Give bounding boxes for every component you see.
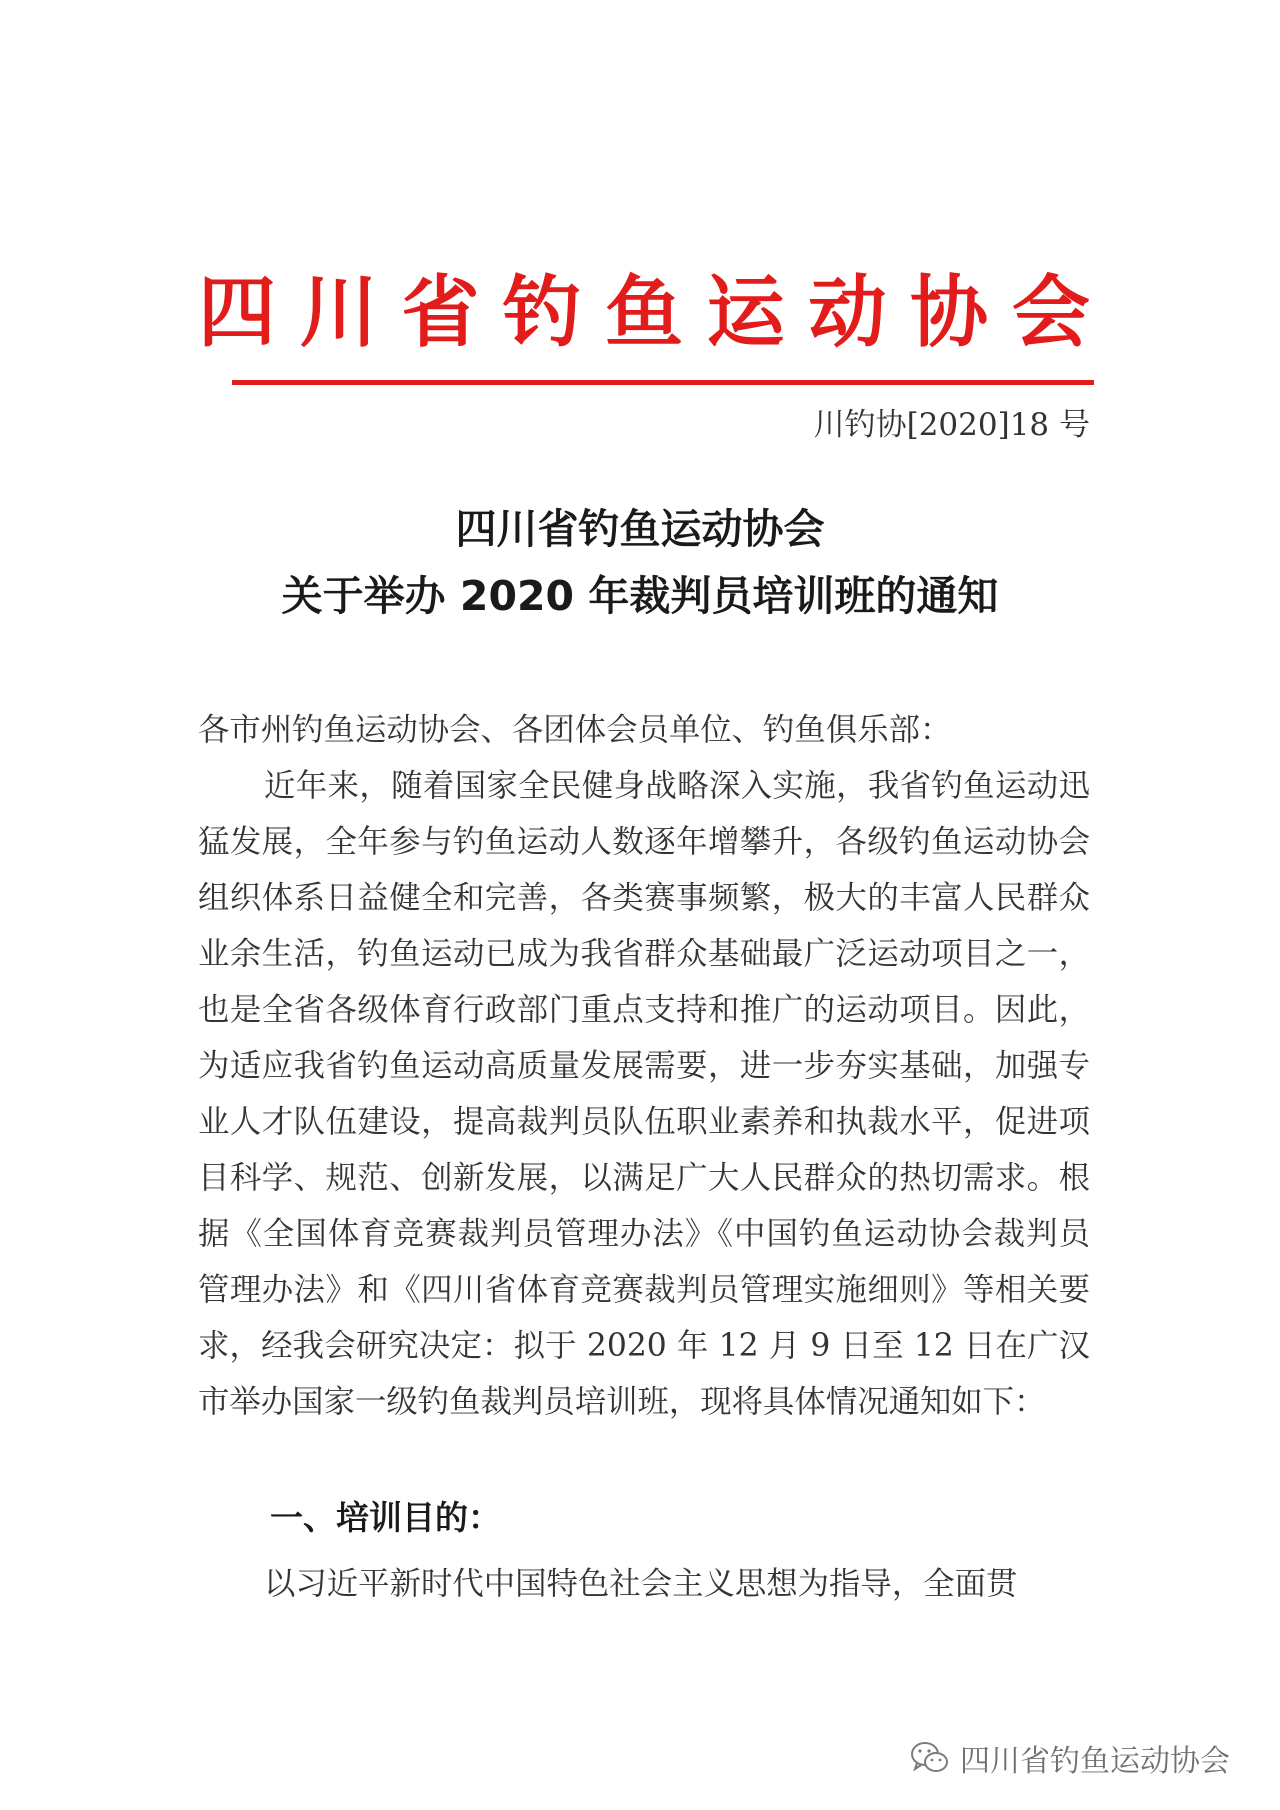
document-title-line-2: 关于举办 2020 年裁判员培训班的通知 (281, 572, 999, 620)
salutation: 各市州钓鱼运动协会、各团体会员单位、钓鱼俱乐部： (198, 712, 952, 748)
section-heading: 一、培训目的： (270, 1498, 501, 1537)
letterhead-char: 鱼 (604, 268, 683, 358)
source-watermark (910, 1736, 1230, 1780)
body-paragraph: 近年来，随着国家全民健身战略深入实施，我省钓鱼运动迅猛发展，全年参与钓鱼运动人数逐年增攀升，各级钓鱼运动协会组织体系日益健全和完善，各类赛事频繁，极大的丰富人民群众业余生活，钓鱼运动已成为我省群众基础最广泛运动项目之一，也是全省各级体育行政部门重点支持和推广的运动项目。因此，为适应我省钓鱼运动高质量发展需要，进一步夯实基础，加强专业人才队伍建设，提高裁判员队伍职业素养和执裁水平，促进项目科学、规范、创新发展，以满足广大人民群众的热切需求。根据《全国体育竞赛裁判员管理办法》《中国钓鱼运动协会裁判员管理办法》和《四川省体育竞赛裁判员管理实施细则》等相关要求，经我会研究决定：拟于 2020 年 12 月 9 日至 12 日在广汉市举办国家一级钓鱼裁判员培训班，现将具体情况通知如下： (198, 768, 1090, 1420)
document-title-line-1: 四川省钓鱼运动协会 (455, 505, 825, 553)
letterhead-char: 钓 (503, 268, 582, 358)
letterhead-char: 省 (401, 268, 480, 358)
letterhead-char: 动 (808, 268, 887, 358)
watermark-text: 四川省钓鱼运动协会 (960, 1744, 1230, 1779)
letterhead-char: 协 (910, 268, 989, 358)
document-number: 川钓协[2020]18 号 (813, 407, 1090, 443)
letterhead-char: 运 (706, 268, 785, 358)
letterhead-char: 会 (1011, 268, 1090, 358)
wechat-icon (910, 1741, 950, 1775)
body-paragraph: 以习近平新时代中国特色社会主义思想为指导，全面贯 (264, 1566, 1018, 1602)
letterhead-char: 四 (198, 268, 277, 358)
letterhead-org-name (198, 268, 1090, 358)
letterhead-char: 川 (299, 268, 378, 358)
letterhead-divider (232, 380, 1094, 385)
